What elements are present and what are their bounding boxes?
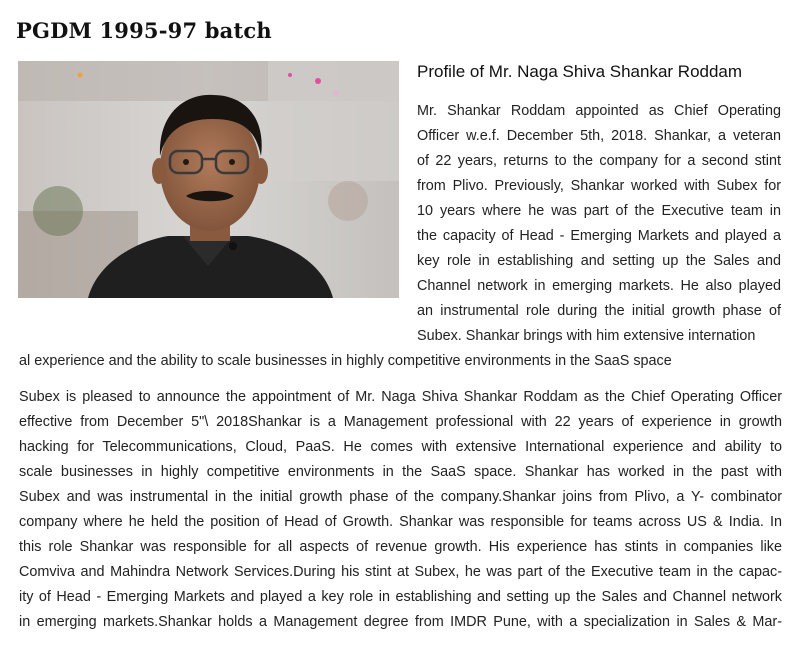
article-line: company where he held the position of Head of Growth. Shankar was responsible for teams across US & India. In — [19, 514, 782, 530]
article-line: effective from December 5"\ 2018Shankar is a Management professional with 22 years of experience in growth — [19, 414, 782, 430]
summary-line: of 22 years, returns to the company for a second stint — [417, 153, 781, 169]
summary-line: Channel network in emerging markets. He also played — [417, 278, 781, 294]
article-line: Subex and was instrumental in the initial growth phase of the company.Shankar joins from Plivo, a Y- combinator — [19, 489, 782, 505]
article-line: scale businesses in highly competitive environments in the SaaS space. Shankar has worked in the past with — [19, 464, 782, 480]
summary-line: Officer w.e.f. December 5th, 2018. Shankar, a veteran — [417, 128, 781, 144]
article-line: ity of Head - Emerging Markets and played a key role in establishing and setting up the Sales and Channel network — [19, 589, 782, 605]
summary-line: the capacity of Head - Emerging Markets and played a — [417, 228, 781, 244]
summary-tail: al experience and the ability to scale businesses in highly competitive environments in the SaaS space — [19, 353, 672, 369]
article-line: hacking for Telecommunications, Cloud, PaaS. He comes with extensive International experience and ability to — [19, 439, 782, 455]
summary-line: key role in establishing and setting up the Sales and — [417, 253, 781, 269]
summary-line: Subex. Shankar brings with him extensive internation — [417, 328, 756, 344]
summary-line: Mr. Shankar Roddam appointed as Chief Operating — [417, 103, 781, 119]
portrait-image — [18, 61, 399, 298]
profile-photo — [18, 61, 399, 298]
profile-title: Profile of Mr. Naga Shiva Shankar Roddam — [417, 62, 743, 81]
page-heading: PGDM 1995-97 batch — [16, 18, 272, 43]
article-line: Comviva and Mahindra Network Services.During his stint at Subex, he was part of the Executive team in the capac- — [19, 564, 782, 580]
article-line: this role Shankar was responsible for all aspects of revenue growth. His experience has stints in companies like — [19, 539, 782, 555]
article-line: Subex is pleased to announce the appointment of Mr. Naga Shiva Shankar Roddam as the Chief Operating Officer — [19, 389, 782, 405]
article-line: in emerging markets.Shankar holds a Management degree from IMDR Pune, with a specialization in Sales & Mar- — [19, 614, 782, 630]
summary-line: 10 years where he was part of the Executive team in — [417, 203, 781, 219]
summary-line: an instrumental role during the initial growth phase of — [417, 303, 781, 319]
summary-line: from Plivo. Previously, Shankar worked with Subex for — [417, 178, 781, 194]
